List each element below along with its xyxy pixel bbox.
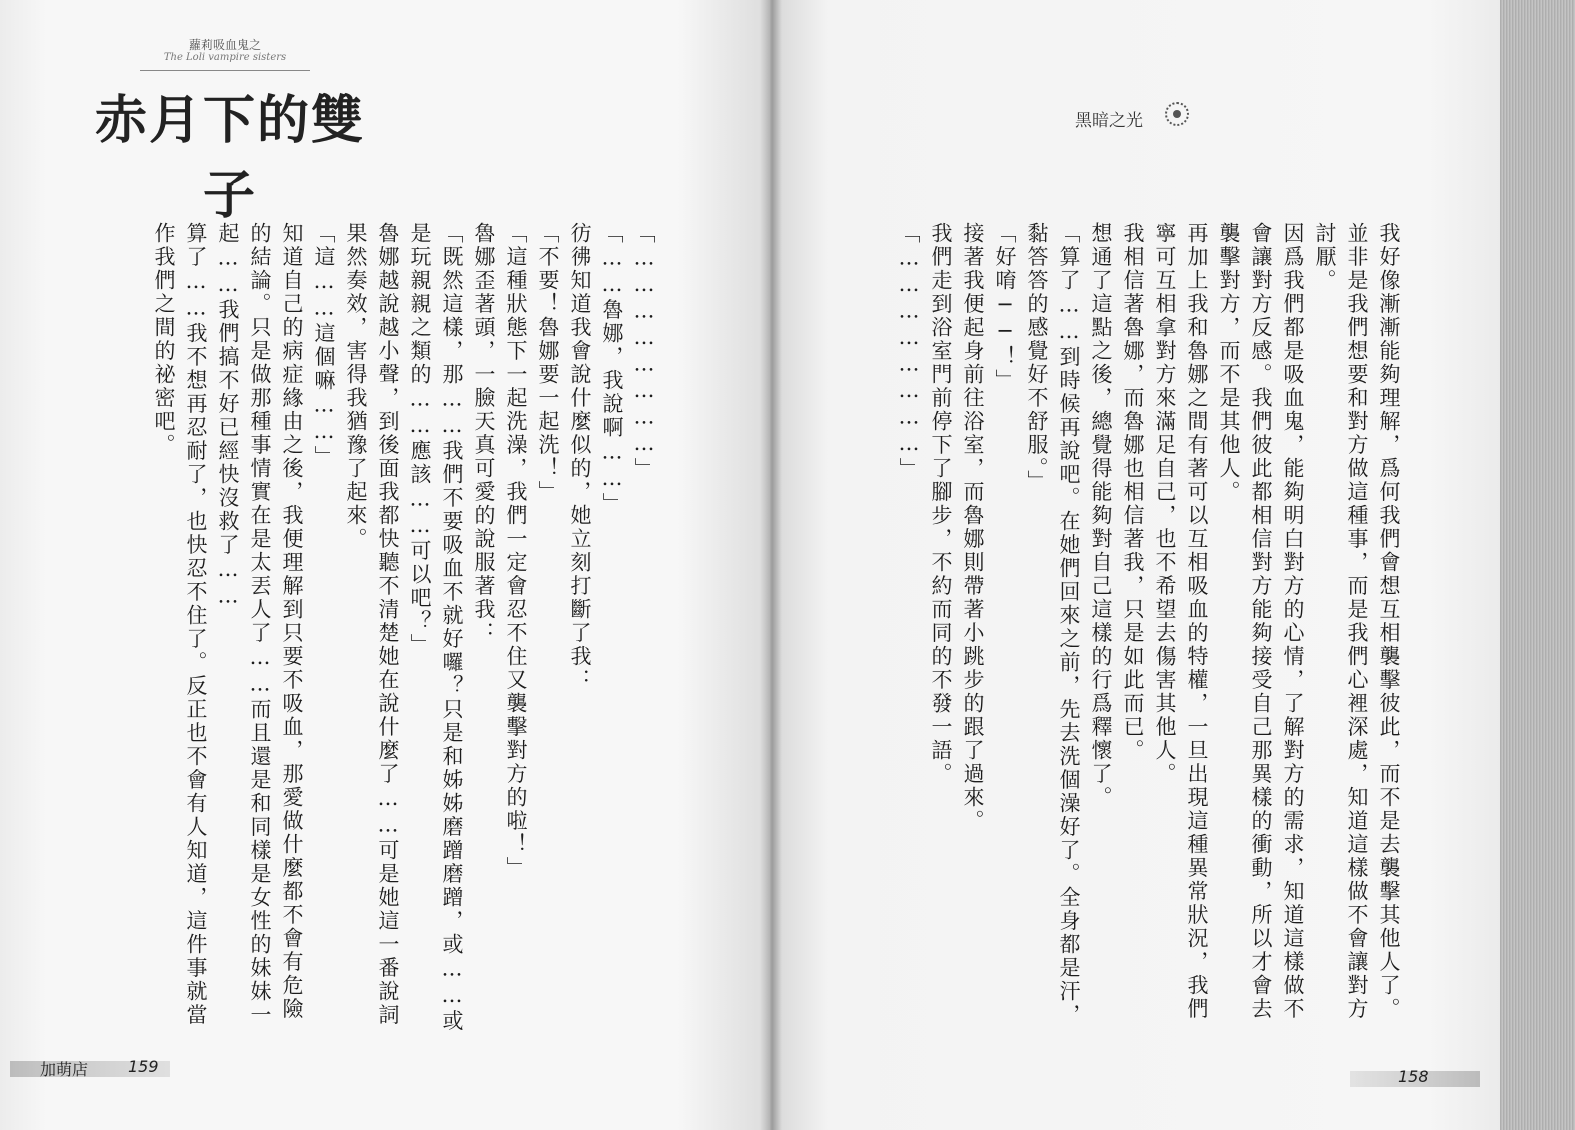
paragraph: 魯娜越說越小聲，到後面我都快聽不清楚她在說什麼了……可是她這一番說詞果然奏效，害得我猶豫了起來。 [344, 222, 400, 1027]
paragraph: 「這……這個嘛……」 [312, 222, 336, 469]
paragraph: 「……………………」 [897, 222, 921, 481]
paragraph: 「既然這樣，那……我們不要吸血不就好囉？只是和姊姊磨蹭磨蹭，或……或是玩親親之類的……應該……可以吧？」 [408, 222, 464, 1033]
paragraph: 「……………………」 [632, 222, 656, 481]
paragraph: 我好像漸漸能夠理解，爲何我們會想互相襲擊彼此，而不是去襲擊其他人了。並非是我們想要和對方做這種事，而是我們心裡深處，知道這樣做不會讓對方討厭。 [1313, 222, 1401, 1021]
paragraph: 「不要！魯娜要一起洗！」 [536, 222, 560, 504]
page-edges [1500, 0, 1575, 1130]
page-number: 158 [1398, 1067, 1429, 1086]
paragraph: 魯娜歪著頭，一臉天真可愛的說服著我： [472, 222, 496, 645]
running-header [1075, 80, 1425, 140]
left-page-footer [10, 1055, 170, 1081]
paragraph: 我們走到浴室門前停下了腳步，不約而同的不發一語。 [929, 222, 953, 786]
logo-english-title: The Loli vampire sisters [163, 52, 287, 63]
paragraph: 「……魯娜，我說啊……」 [600, 222, 624, 516]
logo-subtitle: 蘿莉吸血鬼之 [188, 38, 261, 52]
right-page [770, 0, 1500, 1130]
book-gutter [760, 0, 782, 1130]
left-page-body [130, 222, 660, 1042]
right-page-body [845, 222, 1405, 1042]
paragraph: 因爲我們都是吸血鬼，能夠明白對方的心情，了解對方的需求，知道這樣做不會讓對方反感。我們彼此都相信對方能夠接受自己那異樣的衝動，所以才會去襲擊對方，而不是其他人。 [1217, 222, 1305, 1021]
paragraph: 「這種狀態下一起洗澡，我們一定會忍不住又襲擊對方的啦！」 [504, 222, 528, 880]
paragraph: 彷彿知道我會說什麼似的，她立刻打斷了我： [568, 222, 592, 692]
page-number: 159 [128, 1057, 159, 1076]
paragraph: 想通了這點之後，總覺得能夠對自己這樣的行爲釋懷了。 [1089, 222, 1113, 810]
logo-title: 赤月下的雙子 [95, 90, 366, 226]
footer-label: 加萌店 [40, 1060, 89, 1079]
right-page-footer [1350, 1065, 1480, 1091]
left-page [0, 0, 770, 1130]
paragraph: 知道自己的病症緣由之後，我便理解到只要不吸血，那愛做什麼都不會有危險的結論。只是做那種事情實在是太丟人了……而且還是和同樣是女性的妹妹一起……我們搞不好已經快沒救了…… [216, 222, 304, 1027]
flower-icon [1165, 102, 1189, 126]
paragraph: 再加上我和魯娜之間有著可以互相吸血的特權，一旦出現這種異常狀況，我們寧可互相拿對方來滿足自己，也不希望去傷害其他人。 [1153, 222, 1209, 1021]
section-title: 黑暗之光 [1075, 111, 1143, 131]
paragraph: 算了……我不想再忍耐了，也快忍不住了。反正也不會有人知道，這件事就當作我們之間的祕密吧。 [152, 222, 208, 1027]
paragraph: 「算了……到時候再說吧。在她們回來之前，先去洗個澡好了。全身都是汗，黏答答的感覺好不舒服。」 [1025, 222, 1081, 1027]
paragraph: 我相信著魯娜，而魯娜也相信著我，只是如此而已。 [1121, 222, 1145, 763]
paragraph: 接著我便起身前往浴室，而魯娜則帶著小跳步的跟了過來。 [961, 222, 985, 833]
paragraph: 「好唷──！」 [993, 222, 1017, 393]
series-logo [95, 30, 366, 226]
